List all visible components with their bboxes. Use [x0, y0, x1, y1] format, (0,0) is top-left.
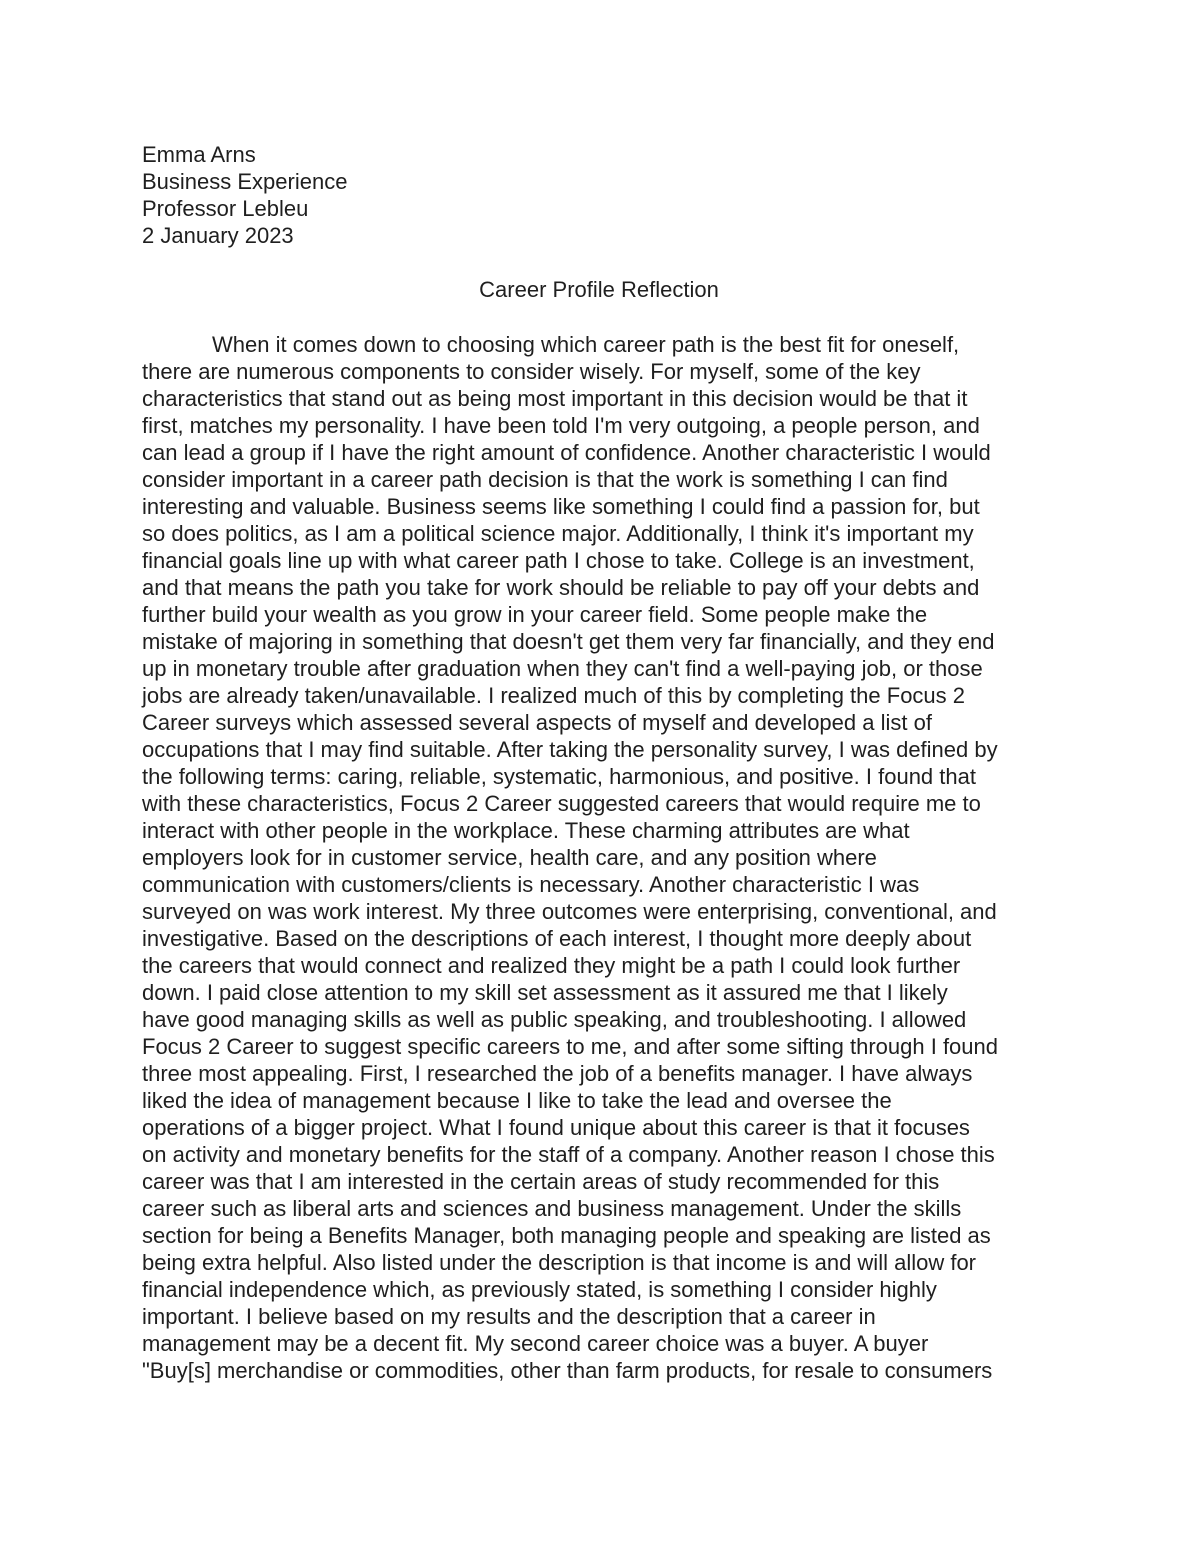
body-line: have good managing skills as well as public speaking, and troubleshooting. I allowed	[142, 1007, 967, 1032]
heading-block	[142, 141, 1062, 249]
body-line: can lead a group if I have the right amount of confidence. Another characteristic I would	[142, 440, 991, 465]
body-line: investigative. Based on the descriptions of each interest, I thought more deeply about	[142, 926, 972, 951]
body-line: operations of a bigger project. What I found unique about this career is that it focuses	[142, 1115, 970, 1140]
body-line: jobs are already taken/unavailable. I realized much of this by completing the Focus 2	[142, 683, 966, 708]
body-paragraph	[142, 331, 1072, 1384]
body-line: mistake of majoring in something that doesn't get them very far financially, and they end	[142, 629, 995, 654]
body-line: liked the idea of management because I like to take the lead and oversee the	[142, 1088, 892, 1113]
body-line: down. I paid close attention to my skill set assessment as it assured me that I likely	[142, 980, 948, 1005]
body-line: further build your wealth as you grow in your career field. Some people make the	[142, 602, 928, 627]
document-title: Career Profile Reflection	[479, 277, 719, 302]
body-line: section for being a Benefits Manager, both managing people and speaking are listed as	[142, 1223, 991, 1248]
body-line: communication with customers/clients is necessary. Another characteristic I was	[142, 872, 920, 897]
body-line: When it comes down to choosing which career path is the best fit for oneself,	[212, 332, 960, 357]
author-name: Emma Arns	[142, 142, 256, 167]
body-line: the careers that would connect and realized they might be a path I could look further	[142, 953, 961, 978]
body-line: and that means the path you take for work should be reliable to pay off your debts and	[142, 575, 980, 600]
body-line: financial goals line up with what career path I chose to take. College is an investment,	[142, 548, 975, 573]
body-line: there are numerous components to consider wisely. For myself, some of the key	[142, 359, 921, 384]
body-line: important. I believe based on my results and the description that a career in	[142, 1304, 876, 1329]
body-line: financial independence which, as previously stated, is something I consider highly	[142, 1277, 937, 1302]
body-line: characteristics that stand out as being most important in this decision would be that it	[142, 386, 968, 411]
professor-name: Professor Lebleu	[142, 196, 309, 221]
document-date: 2 January 2023	[142, 223, 294, 248]
body-line: management may be a decent fit. My second career choice was a buyer. A buyer	[142, 1331, 929, 1356]
course-name: Business Experience	[142, 169, 348, 194]
body-line: interesting and valuable. Business seems like something I could find a passion for, but	[142, 494, 980, 519]
body-line: "Buy[s] merchandise or commodities, other than farm products, for resale to consumers	[142, 1358, 993, 1383]
body-line: Focus 2 Career to suggest specific careers to me, and after some sifting through I found	[142, 1034, 998, 1059]
body-line: up in monetary trouble after graduation when they can't find a well-paying job, or those	[142, 656, 983, 681]
body-line: with these characteristics, Focus 2 Career suggested careers that would require me to	[142, 791, 981, 816]
body-line: career such as liberal arts and sciences and business management. Under the skills	[142, 1196, 962, 1221]
body-line: consider important in a career path decision is that the work is something I can find	[142, 467, 948, 492]
body-line: surveyed on was work interest. My three outcomes were enterprising, conventional, and	[142, 899, 997, 924]
body-line: three most appealing. First, I researched the job of a benefits manager. I have always	[142, 1061, 973, 1086]
body-line: being extra helpful. Also listed under the description is that income is and will allow for	[142, 1250, 977, 1275]
body-line: occupations that I may find suitable. After taking the personality survey, I was defined by	[142, 737, 998, 762]
body-line: Career surveys which assessed several aspects of myself and developed a list of	[142, 710, 932, 735]
body-line: career was that I am interested in the certain areas of study recommended for this	[142, 1169, 940, 1194]
body-line: the following terms: caring, reliable, systematic, harmonious, and positive. I found that	[142, 764, 976, 789]
body-line: interact with other people in the workplace. These charming attributes are what	[142, 818, 910, 843]
body-line: on activity and monetary benefits for the staff of a company. Another reason I chose this	[142, 1142, 995, 1167]
body-line: so does politics, as I am a political science major. Additionally, I think it's important my	[142, 521, 974, 546]
body-line: first, matches my personality. I have been told I'm very outgoing, a people person, and	[142, 413, 980, 438]
body-line: employers look for in customer service, health care, and any position where	[142, 845, 877, 870]
